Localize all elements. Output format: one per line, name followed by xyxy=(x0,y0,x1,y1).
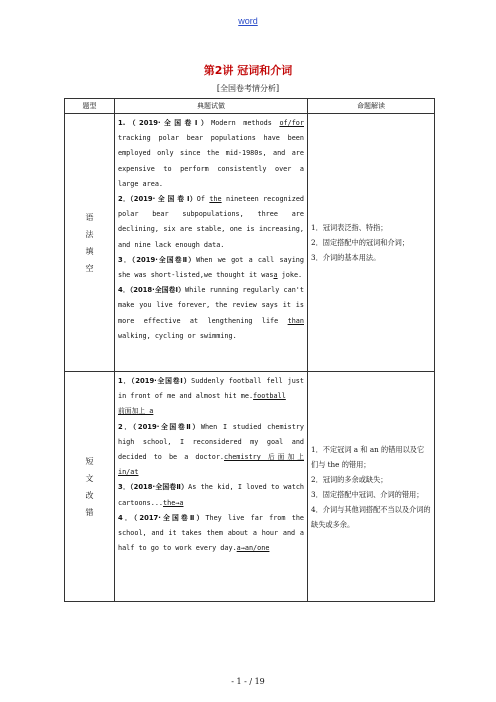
analysis-item: 3．介词的基本用法。 xyxy=(311,253,381,262)
table-row xyxy=(65,114,435,372)
question-item: 1．（2019·全国卷Ⅰ）Suddenly football fell just in front of me and almost hit me.football 前面加上 a xyxy=(118,377,304,416)
analysis-item: 1．冠词表泛指、特指； xyxy=(311,223,388,232)
question-item: 3．（2019·全国卷Ⅱ）When we got a call saying she was short-listed,we thought it wasa joke. xyxy=(118,255,304,280)
type-char: 文 xyxy=(85,473,94,483)
analysis-item: 1．不定冠词 a 和 an 的错用以及它们与 the 的错用； xyxy=(311,444,425,469)
answer-underline: the xyxy=(209,195,222,204)
question-item: 2．（2019·全国卷Ⅱ）When I studied chemistry high school, I reconsidered my goal and decided to be a doctor.chemistry 后面加上 in/at xyxy=(118,422,305,477)
answer-underline: a xyxy=(273,271,278,280)
answer-underline: of/for xyxy=(279,119,304,127)
header-type: 题型 xyxy=(65,99,115,114)
question-item: 2．（2019· 全 国 卷 Ⅰ）Of the nineteen recognized polar bear subpopulations, three are declining, six are stable, one is increasing, and nine lack enough data. xyxy=(118,195,304,249)
analysis-item: 4．介词与其他词搭配不当以及介词的缺失或多余。 xyxy=(311,504,431,529)
type-char: 错 xyxy=(85,507,94,517)
header-questions: 典题试做 xyxy=(115,99,308,114)
answer-underline: the→a xyxy=(163,498,184,507)
answer-underline: football xyxy=(253,392,286,401)
page-subtitle: [全国卷考情分析] xyxy=(216,84,280,93)
question-item: 4．（2018·全国卷Ⅰ）While running regularly can't make you live forever, the review says it is more effective at lengthening life than walking, cycling or swimming. xyxy=(118,286,304,340)
analysis-cell xyxy=(308,114,435,372)
question-type-cell xyxy=(65,372,115,602)
header-analysis: 命题解读 xyxy=(308,99,435,114)
type-char: 短 xyxy=(85,456,94,466)
questions-cell xyxy=(115,372,308,602)
table-row xyxy=(65,372,435,602)
page-title: 第2讲 冠词和介词 xyxy=(203,64,293,77)
header-link[interactable]: word xyxy=(238,16,258,26)
analysis-cell xyxy=(308,372,435,602)
question-item: 4．（2017·全国卷Ⅱ）They live far from the school, and it takes them about a hour and a half to go to work every day.a→an/one xyxy=(118,513,305,553)
question-item: 3．（2018·全国卷Ⅱ）As the kid, I loved to watch cartoons...the→a xyxy=(118,483,305,507)
questions-cell xyxy=(115,114,308,372)
type-char: 填 xyxy=(85,246,94,256)
answer-underline: chemistry 后面加上 in/at xyxy=(118,453,305,477)
analysis-item: 2．冠词的多余或缺失； xyxy=(311,474,388,484)
exam-analysis-table xyxy=(64,98,435,602)
analysis-item: 2．固定搭配中的冠词和介词； xyxy=(311,238,410,247)
table-header-row xyxy=(65,99,435,114)
type-char: 语 xyxy=(85,212,94,222)
type-char: 法 xyxy=(85,229,94,239)
type-char: 改 xyxy=(85,490,94,500)
question-item: 1.（2019·全国卷Ⅰ）Modern methods of/for tracking polar bear populations have been employed only since the mid-1980s, and are expensive to perform consistently over a large area. xyxy=(118,119,304,188)
answer-note: 前面加上 a xyxy=(118,407,154,416)
analysis-item: 3．固定搭配中冠词、介词的错用； xyxy=(311,489,424,499)
answer-underline: than xyxy=(287,316,304,325)
page-number: - 1 - / 19 xyxy=(231,677,265,686)
type-char: 空 xyxy=(85,263,94,273)
question-type-cell xyxy=(65,114,115,372)
answer-underline: a→an/one xyxy=(236,544,270,553)
